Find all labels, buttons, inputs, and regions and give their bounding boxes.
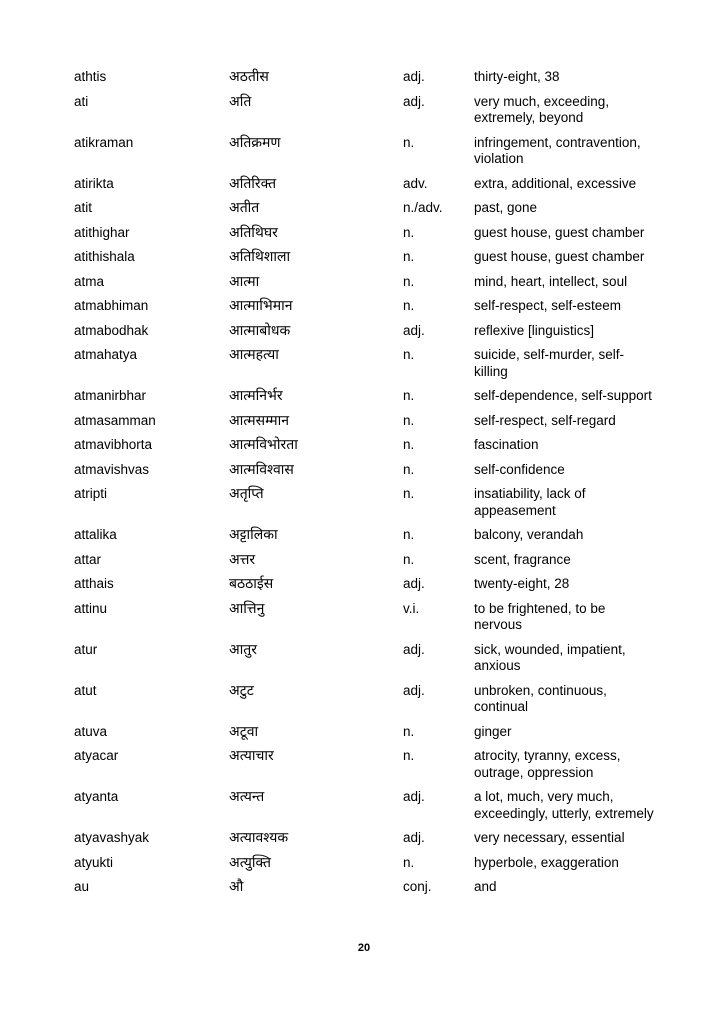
entry-roman: attar bbox=[74, 551, 102, 567]
entry-definition: thirty-eight, 38 bbox=[474, 69, 560, 84]
entry-row bbox=[74, 298, 654, 323]
entry-definition: ginger bbox=[474, 723, 512, 739]
entry-row bbox=[74, 249, 654, 274]
entry-nepali: आत्महत्या bbox=[229, 347, 279, 363]
entry-roman: attinu bbox=[74, 600, 108, 616]
entry-row bbox=[74, 879, 654, 904]
entry-definition: extra, additional, excessive bbox=[474, 175, 637, 191]
entry-nepali: औ bbox=[229, 879, 244, 895]
entry-nepali: अटूवा bbox=[229, 723, 259, 740]
entry-roman: atmahatya bbox=[74, 347, 138, 362]
entry-row bbox=[74, 69, 654, 94]
entry-row bbox=[74, 855, 654, 880]
entry-row bbox=[74, 135, 654, 176]
entry-definition: infringement, contravention, violation bbox=[474, 134, 641, 166]
entry-nepali: अतिथिशाला bbox=[229, 249, 291, 265]
entry-definition: guest house, guest chamber bbox=[474, 224, 645, 240]
entry-roman: atikraman bbox=[74, 134, 134, 150]
entry-definition: scent, fragrance bbox=[474, 551, 571, 567]
entry-definition: insatiability, lack of appeasement bbox=[474, 486, 586, 518]
entry-nepali: अतृप्ति bbox=[229, 486, 264, 502]
entry-nepali: आतुर bbox=[229, 641, 258, 658]
entry-row bbox=[74, 347, 654, 388]
entry-nepali: आत्मविश्वास bbox=[229, 461, 294, 478]
entry-part-of-speech: n. bbox=[403, 748, 415, 763]
entry-part-of-speech: n. bbox=[403, 461, 415, 477]
entry-part-of-speech: adj. bbox=[403, 789, 425, 804]
entry-part-of-speech: n. bbox=[403, 527, 415, 542]
entry-row bbox=[74, 552, 654, 577]
entry-row bbox=[74, 642, 654, 683]
entry-part-of-speech: adj. bbox=[403, 93, 425, 109]
entry-definition: reflexive [linguistics] bbox=[474, 322, 595, 338]
entry-definition: atrocity, tyranny, excess, outrage, oppression bbox=[474, 748, 621, 780]
entry-row bbox=[74, 323, 654, 348]
entry-part-of-speech: v.i. bbox=[403, 600, 420, 616]
entry-part-of-speech: adj. bbox=[403, 322, 425, 338]
entry-definition: sick, wounded, impatient, anxious bbox=[474, 641, 626, 673]
page-number: 20 bbox=[357, 942, 371, 954]
entry-roman: au bbox=[74, 879, 90, 894]
entry-row bbox=[74, 724, 654, 749]
entry-part-of-speech: n. bbox=[403, 551, 415, 567]
entry-roman: atmavishvas bbox=[74, 461, 150, 477]
entry-roman: attalika bbox=[74, 527, 117, 542]
entry-list bbox=[74, 69, 654, 904]
entry-definition: suicide, self-murder, self-killing bbox=[474, 347, 625, 379]
entry-row bbox=[74, 486, 654, 527]
entry-row bbox=[74, 437, 654, 462]
entry-definition: mind, heart, intellect, soul bbox=[474, 273, 628, 289]
entry-row bbox=[74, 388, 654, 413]
entry-part-of-speech: n. bbox=[403, 134, 415, 150]
entry-nepali: अत्यन्त bbox=[229, 789, 265, 805]
entry-part-of-speech: adj. bbox=[403, 69, 425, 84]
entry-nepali: आत्माभिमान bbox=[229, 298, 293, 314]
entry-row bbox=[74, 601, 654, 642]
entry-definition: a lot, much, very much, exceedingly, utterly, extremely bbox=[474, 789, 654, 821]
entry-roman: atmavibhorta bbox=[74, 437, 153, 452]
entry-roman: atithishala bbox=[74, 249, 135, 264]
entry-row bbox=[74, 200, 654, 225]
entry-row bbox=[74, 789, 654, 830]
entry-part-of-speech: n. bbox=[403, 723, 415, 739]
entry-nepali: अतिरिक्त bbox=[229, 175, 277, 192]
entry-definition: self-confidence bbox=[474, 461, 565, 477]
entry-roman: atyukti bbox=[74, 854, 114, 870]
entry-row bbox=[74, 413, 654, 438]
entry-roman: ati bbox=[74, 93, 89, 109]
entry-nepali: अतिक्रमण bbox=[229, 134, 281, 151]
entry-part-of-speech: n. bbox=[403, 298, 415, 313]
entry-definition: past, gone bbox=[474, 200, 538, 215]
entry-nepali: अतिथिघर bbox=[229, 224, 278, 241]
entry-definition: self-respect, self-regard bbox=[474, 412, 616, 428]
entry-definition: guest house, guest chamber bbox=[474, 249, 645, 264]
entry-part-of-speech: n./adv. bbox=[403, 200, 443, 215]
entry-part-of-speech: conj. bbox=[403, 879, 432, 894]
entry-nepali: आत्मविभोरता bbox=[229, 437, 298, 453]
entry-nepali: अत्याचार bbox=[229, 748, 274, 764]
entry-definition: fascination bbox=[474, 437, 539, 452]
entry-nepali: अत्यावश्यक bbox=[229, 830, 289, 846]
entry-nepali: अत्तर bbox=[229, 551, 256, 568]
entry-definition: balcony, verandah bbox=[474, 527, 584, 542]
entry-part-of-speech: n. bbox=[403, 412, 415, 428]
entry-row bbox=[74, 830, 654, 855]
entry-roman: atur bbox=[74, 641, 98, 657]
entry-roman: atut bbox=[74, 682, 97, 698]
entry-row bbox=[74, 748, 654, 789]
entry-part-of-speech: adj. bbox=[403, 576, 425, 591]
entry-nepali: अटुट bbox=[229, 682, 254, 699]
entry-roman: atuva bbox=[74, 723, 108, 739]
entry-part-of-speech: n. bbox=[403, 273, 415, 289]
entry-roman: atmabodhak bbox=[74, 322, 149, 338]
entry-roman: atmanirbhar bbox=[74, 388, 147, 403]
entry-nepali: अति bbox=[229, 93, 252, 110]
entry-definition: very much, exceeding, extremely, beyond bbox=[474, 93, 610, 125]
entry-row bbox=[74, 683, 654, 724]
entry-part-of-speech: adj. bbox=[403, 682, 425, 698]
entry-row bbox=[74, 225, 654, 250]
entry-roman: athtis bbox=[74, 69, 107, 84]
entry-row bbox=[74, 94, 654, 135]
entry-roman: atyavashyak bbox=[74, 830, 150, 845]
entry-part-of-speech: n. bbox=[403, 249, 415, 264]
entry-nepali: आत्माबोधक bbox=[229, 322, 291, 339]
entry-row bbox=[74, 274, 654, 299]
entry-roman: atyacar bbox=[74, 748, 119, 763]
entry-nepali: अट्टालिका bbox=[229, 527, 278, 543]
entry-nepali: आत्मा bbox=[229, 273, 260, 290]
entry-roman: atmabhiman bbox=[74, 298, 149, 313]
entry-roman: atma bbox=[74, 273, 105, 289]
entry-definition: very necessary, essential bbox=[474, 830, 625, 845]
entry-part-of-speech: n. bbox=[403, 437, 415, 452]
entry-part-of-speech: adj. bbox=[403, 830, 425, 845]
entry-row bbox=[74, 576, 654, 601]
entry-part-of-speech: n. bbox=[403, 347, 415, 362]
entry-nepali: बठठाईस bbox=[229, 576, 274, 592]
entry-row bbox=[74, 527, 654, 552]
entry-definition: and bbox=[474, 879, 497, 894]
entry-definition: self-respect, self-esteem bbox=[474, 298, 622, 313]
entry-roman: atripti bbox=[74, 486, 108, 501]
entry-roman: atmasamman bbox=[74, 412, 156, 428]
entry-roman: atit bbox=[74, 200, 93, 215]
entry-nepali: आत्मनिर्भर bbox=[229, 388, 283, 404]
entry-part-of-speech: n. bbox=[403, 854, 415, 870]
entry-part-of-speech: adv. bbox=[403, 175, 428, 191]
entry-part-of-speech: n. bbox=[403, 388, 415, 403]
entry-roman: atthais bbox=[74, 576, 114, 591]
entry-definition: hyperbole, exaggeration bbox=[474, 854, 619, 870]
entry-roman: atithighar bbox=[74, 224, 130, 240]
entry-nepali: अतीत bbox=[229, 200, 260, 216]
entry-nepali: अठतीस bbox=[229, 69, 269, 85]
entry-row bbox=[74, 176, 654, 201]
entry-definition: unbroken, continuous, continual bbox=[474, 682, 607, 714]
entry-row bbox=[74, 462, 654, 487]
entry-definition: twenty-eight, 28 bbox=[474, 576, 570, 591]
entry-roman: atirikta bbox=[74, 175, 114, 191]
entry-nepali: आत्मसम्मान bbox=[229, 412, 290, 429]
entry-part-of-speech: adj. bbox=[403, 641, 425, 657]
entry-nepali: अत्युक्ति bbox=[229, 854, 271, 871]
entry-part-of-speech: n. bbox=[403, 486, 415, 501]
entry-definition: self-dependence, self-support bbox=[474, 388, 652, 403]
entry-definition: to be frightened, to be nervous bbox=[474, 600, 606, 632]
entry-part-of-speech: n. bbox=[403, 224, 415, 240]
entry-roman: atyanta bbox=[74, 789, 119, 804]
entry-nepali: आत्तिनु bbox=[229, 600, 265, 617]
